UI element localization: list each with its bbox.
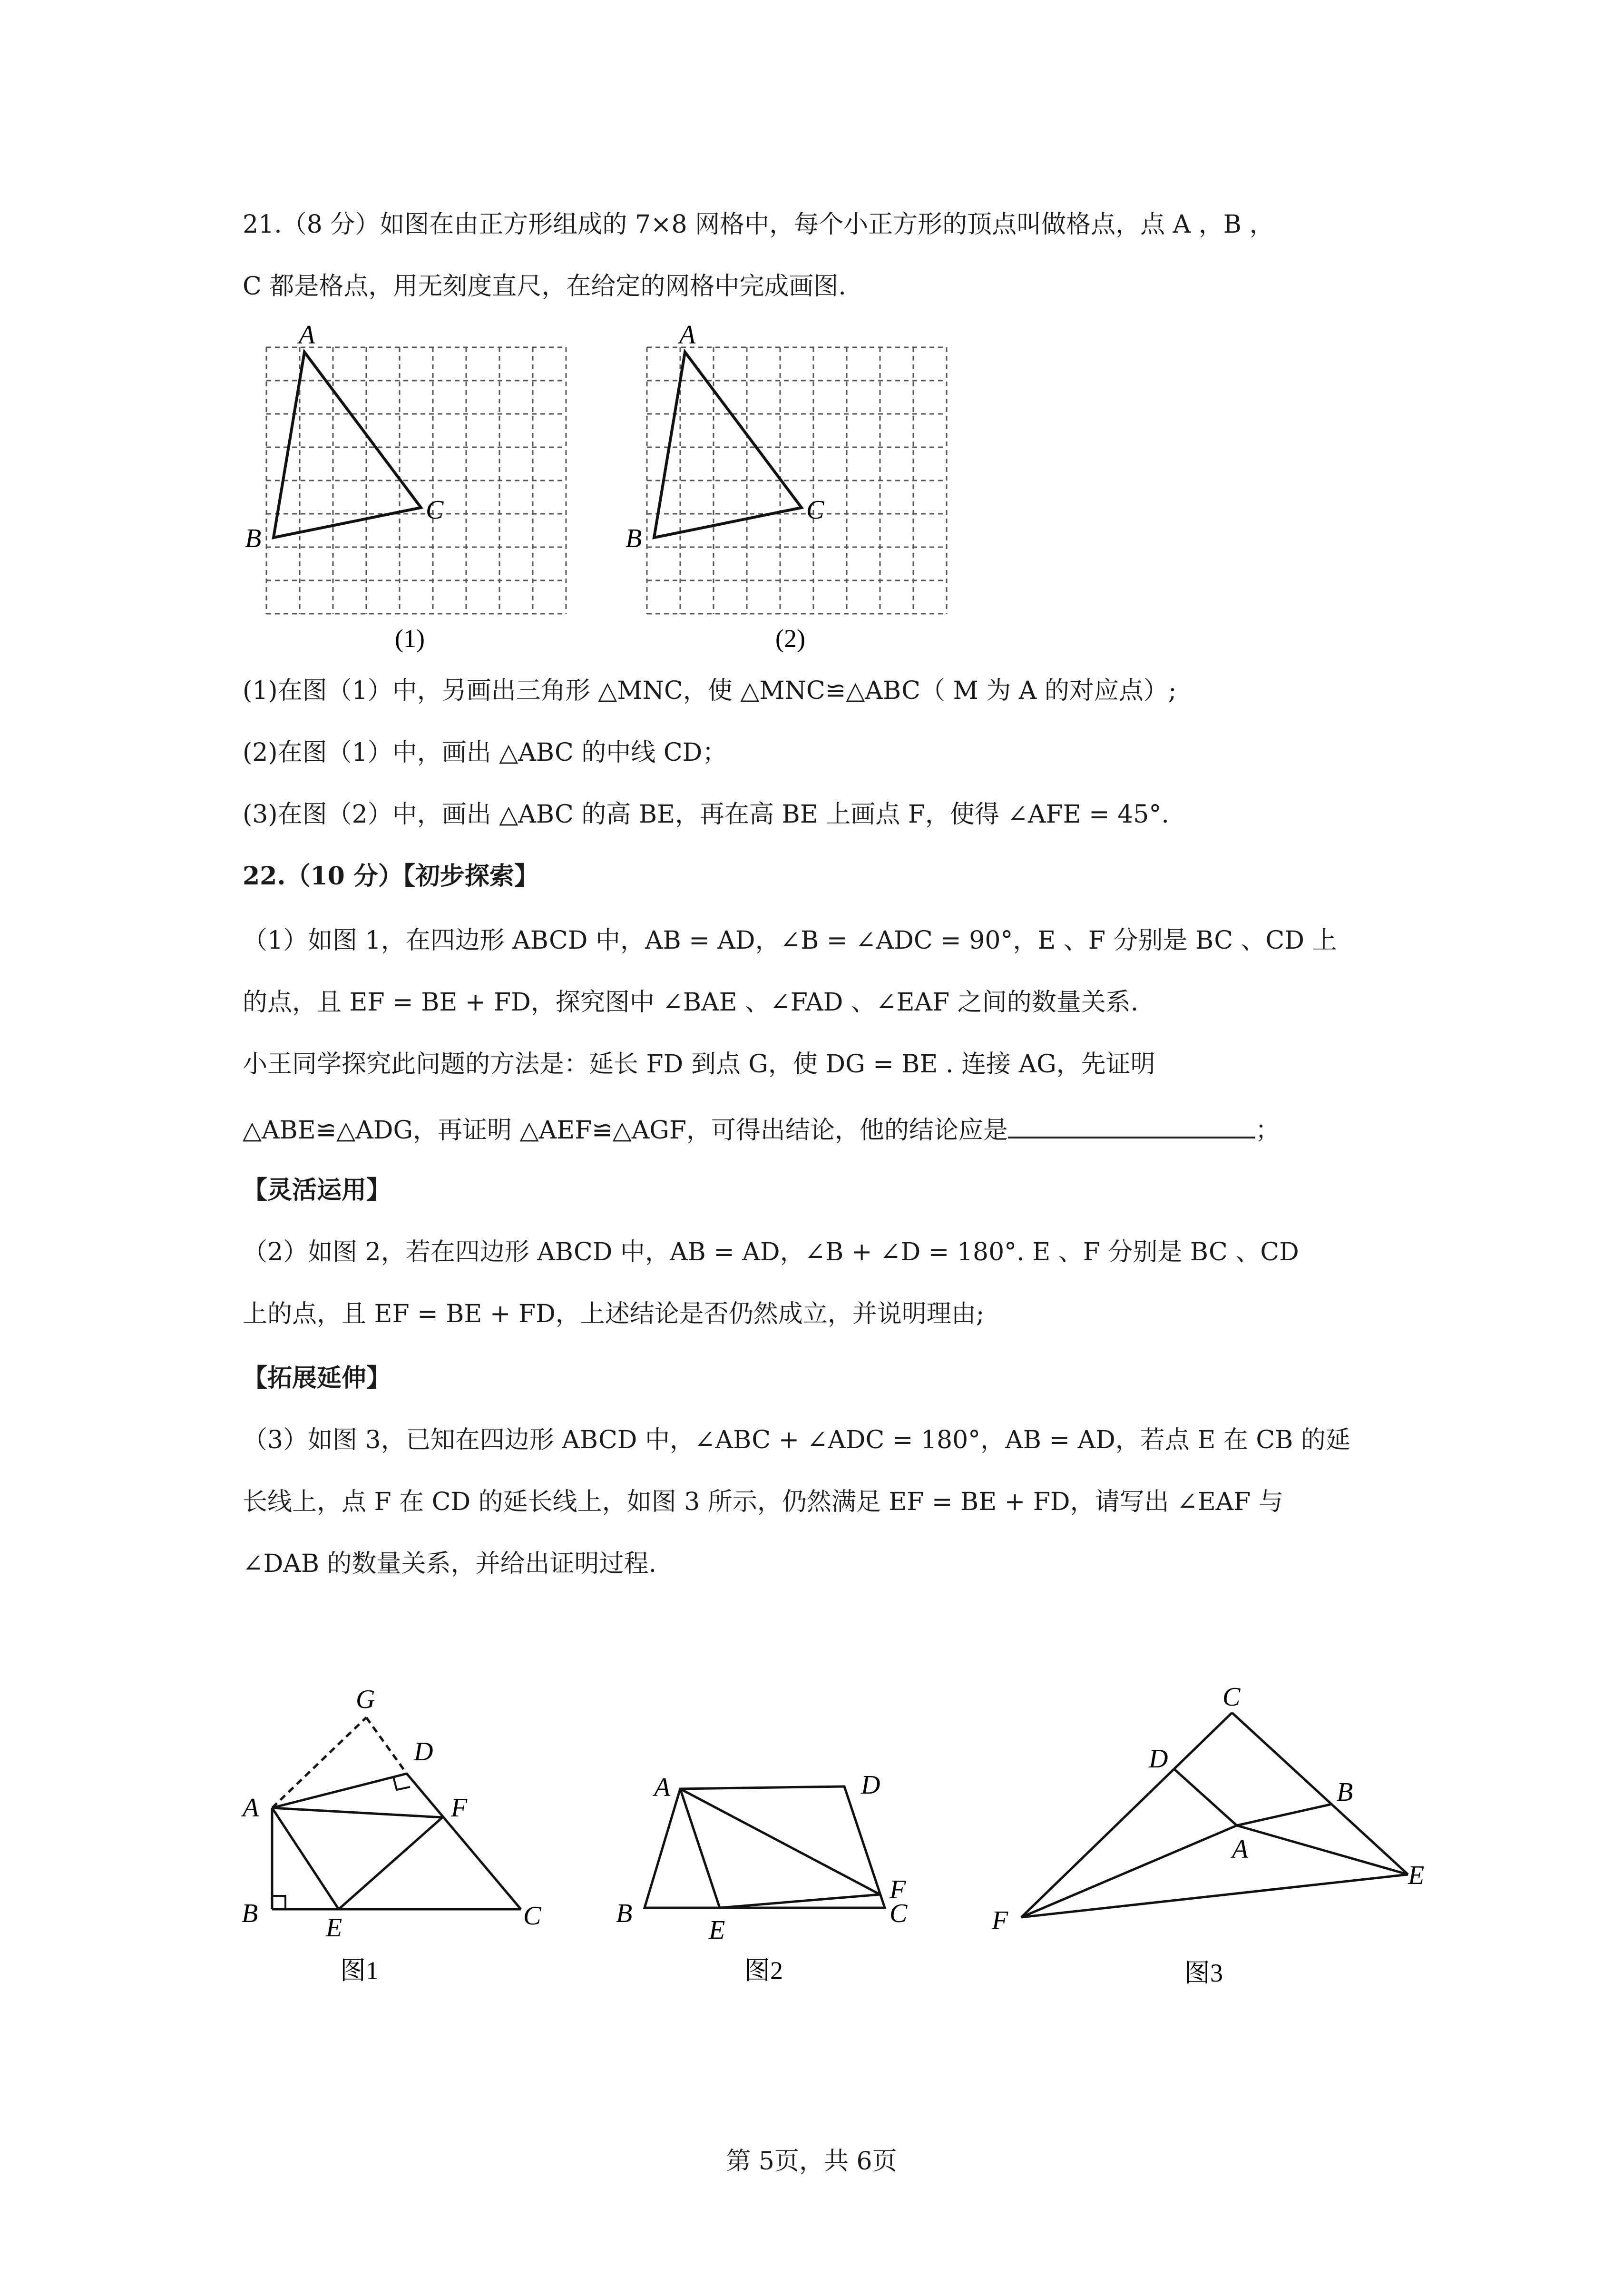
fig2-label-b: B xyxy=(616,1899,633,1928)
grid-figure-2 xyxy=(618,324,980,657)
q22-p1-line4-end: ； xyxy=(1255,1116,1280,1145)
q22-p3-line2: 长线上，点 F 在 CD 的延长线上，如图 3 所示，仍然满足 EF = BE + FD，请写出 ∠EAF 与 xyxy=(243,1488,1283,1516)
fig1-label-c: C xyxy=(523,1901,541,1931)
q21-part1: (1)在图（1）中，另画出三角形 △MNC，使 △MNC≌△ABC（ M 为 A 的对应点）; xyxy=(243,677,1177,705)
fig1-label-b: B xyxy=(242,1899,258,1928)
fig-caption-2: (2) xyxy=(775,624,805,653)
q22-title: 22.（10 分）【初步探索】 xyxy=(243,862,539,891)
fig-caption-1: (1) xyxy=(395,624,425,653)
fig3-label-d: D xyxy=(1149,1744,1168,1774)
fig3-label-b: B xyxy=(1337,1777,1353,1807)
q22-p2-line1: （2）如图 2，若在四边形 ABCD 中，AB = AD，∠B + ∠D = 180°. E 、F 分别是 BC 、CD xyxy=(243,1238,1299,1266)
fig3-label-c: C xyxy=(1222,1684,1241,1712)
label-a: A xyxy=(299,324,315,350)
fig2-label-c: C xyxy=(890,1899,908,1928)
q22-p1-line4-text: △ABE≌△ADG，再证明 △AEF≌△AGF，可得出结论，他的结论应是 xyxy=(243,1116,1008,1145)
fig3-label-f: F xyxy=(992,1906,1008,1935)
q21-part2: (2)在图（1）中，画出 △ABC 的中线 CD； xyxy=(243,738,727,767)
q22-p1-line1: （1）如图 1，在四边形 ABCD 中，AB = AD，∠B = ∠ADC = 90°，E 、F 分别是 BC 、CD 上 xyxy=(243,926,1337,955)
figure-1 xyxy=(228,1665,590,2008)
fig3-label-e: E xyxy=(1408,1861,1425,1890)
label-b: B xyxy=(245,524,262,553)
fig1-label-g: G xyxy=(356,1685,375,1714)
q22-heading-flexible: 【灵活运用】 xyxy=(243,1176,391,1205)
fig2-label-e: E xyxy=(709,1915,725,1945)
q21-line2: C 都是格点，用无刻度直尺，在给定的网格中完成画图. xyxy=(243,272,846,301)
fig3-label-a: A xyxy=(1232,1835,1249,1864)
q21-part3: (3)在图（2）中，画出 △ABC 的高 BE，再在高 BE 上画点 F，使得 ∠AFE = 45°. xyxy=(243,800,1169,829)
q21-line1: 21.（8 分）如图在由正方形组成的 7×8 网格中，每个小正方形的顶点叫做格点，点 A ，B ， xyxy=(243,210,1274,239)
label-a: A xyxy=(679,324,696,350)
answer-blank xyxy=(1008,1111,1255,1138)
fig1-label-d: D xyxy=(414,1737,433,1766)
fig3-caption: 图3 xyxy=(1184,1959,1223,1987)
fig1-caption: 图1 xyxy=(340,1956,379,1985)
q22-p1-line2: 的点，且 EF = BE + FD，探究图中 ∠BAE 、∠FAD 、∠EAF 之间的数量关系. xyxy=(243,988,1139,1017)
q22-p1-line4 xyxy=(243,1111,1280,1146)
page-footer: 第 5页，共 6页 xyxy=(726,2147,897,2176)
fig2-label-a: A xyxy=(654,1773,671,1802)
label-c: C xyxy=(426,495,444,525)
fig1-label-a: A xyxy=(243,1793,259,1823)
grid-figure-1 xyxy=(238,324,599,657)
figure-2 xyxy=(609,1713,970,2008)
q22-p3-line3: ∠DAB 的数量关系，并给出证明过程. xyxy=(243,1550,657,1578)
fig1-label-f: F xyxy=(451,1793,468,1823)
figure-3 xyxy=(989,1684,1427,2008)
q22-p1-line3: 小王同学探究此问题的方法是：延长 FD 到点 G，使 DG = BE . 连接 AG，先证明 xyxy=(243,1050,1155,1079)
label-c: C xyxy=(806,495,824,525)
fig2-label-f: F xyxy=(890,1875,906,1904)
label-b: B xyxy=(626,524,642,553)
fig2-caption: 图2 xyxy=(744,1956,783,1985)
fig1-label-e: E xyxy=(326,1913,342,1943)
q22-p3-line1: （3）如图 3，已知在四边形 ABCD 中，∠ABC + ∠ADC = 180°，AB = AD，若点 E 在 CB 的延 xyxy=(243,1426,1350,1454)
q22-heading-extension: 【拓展延伸】 xyxy=(243,1364,391,1393)
fig2-label-d: D xyxy=(861,1770,880,1800)
q22-p2-line2: 上的点，且 EF = BE + FD，上述结论是否仍然成立，并说明理由; xyxy=(243,1300,985,1328)
